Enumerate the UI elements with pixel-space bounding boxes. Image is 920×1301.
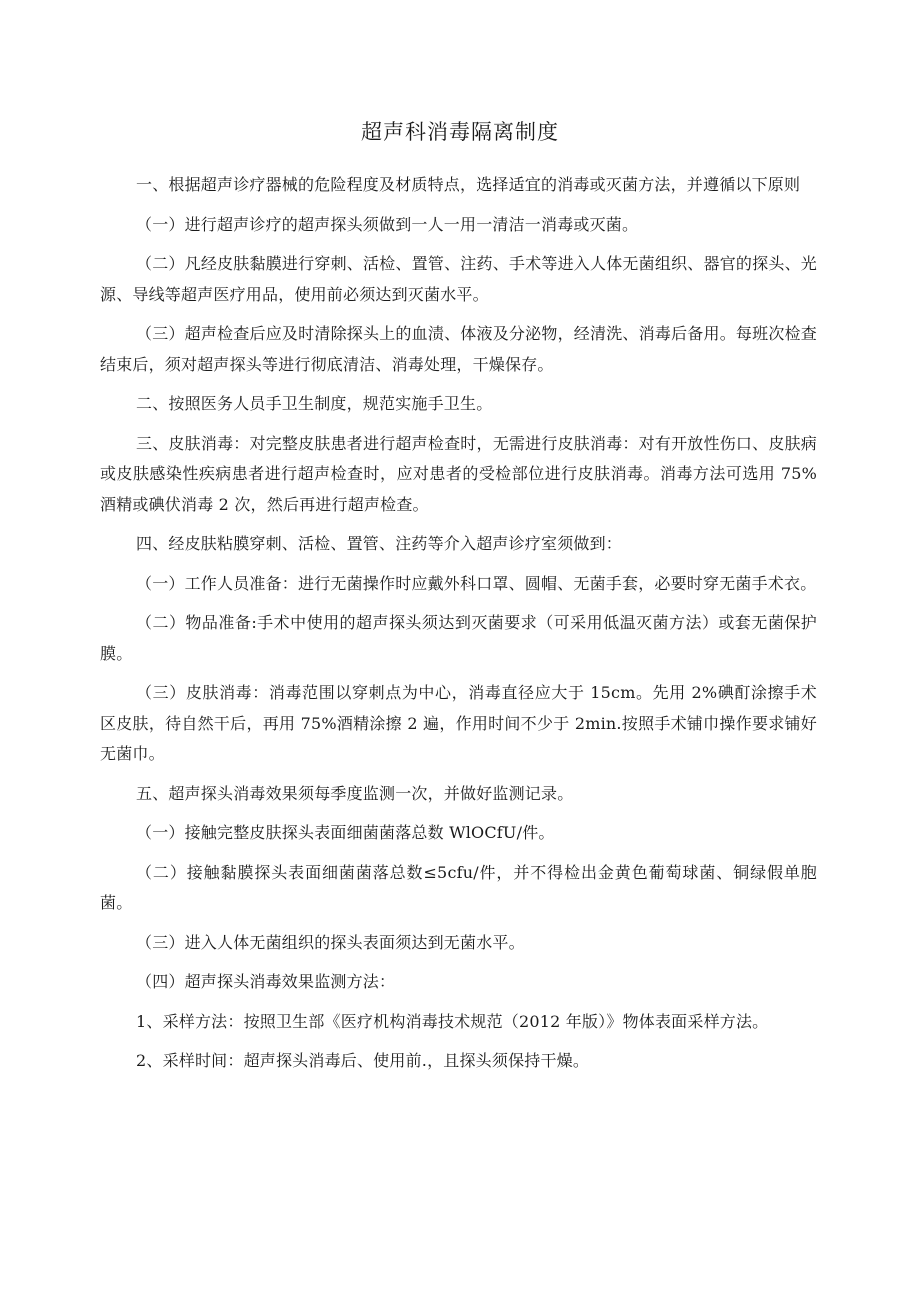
paragraph: 三、皮肤消毒：对完整皮肤患者进行超声检查时，无需进行皮肤消毒：对有开放性伤口、皮肤病或皮肤感染性疾病患者进行超声检查时，应对患者的受检部位进行皮肤消毒。消毒方法可选用 75%酒精或碘伏消毒 2 次，然后再进行超声检查。 xyxy=(100,433,817,514)
paragraph: 四、经皮肤粘膜穿刺、活检、置管、注药等介入超声诊疗室须做到： xyxy=(136,534,623,553)
paragraph: 五、超声探头消毒效果须每季度监测一次，并做好监测记录。 xyxy=(136,783,574,803)
paragraph: （一）接触完整皮肤探头表面细菌菌落总数 WlOCfU/件。 xyxy=(136,823,555,842)
paragraph: 1、采样方法：按照卫生部《医疗机构消毒技术规范（2012 年版）》物体表面采样方法。 xyxy=(136,1011,769,1031)
paragraph: （三）皮肤消毒：消毒范围以穿刺点为中心，消毒直径应大于 15cm。先用 2%碘酊涂擦手术区皮肤，待自然干后，再用 75%酒精涂擦 2 遍，作用时间不少于 2min.按照手术铺巾操作要求铺好无菌巾。 xyxy=(100,683,817,763)
paragraph: （二）物品准备:手术中使用的超声探头须达到灭菌要求（可采用低温灭菌方法）或套无菌保护膜。 xyxy=(100,613,817,663)
paragraph: 二、按照医务人员手卫生制度，规范实施手卫生。 xyxy=(136,394,493,413)
paragraph: （四）超声探头消毒效果监测方法： xyxy=(136,972,396,991)
paragraph: 一、根据超声诊疗器械的危险程度及材质特点，选择适宜的消毒或灭菌方法，并遵循以下原则 xyxy=(136,175,801,194)
paragraph: （二）凡经皮肤黏膜进行穿刺、活检、置管、注药、手术等进入人体无菌组织、器官的探头、光源、导线等超声医疗用品，使用前必须达到灭菌水平。 xyxy=(100,254,817,304)
paragraph: （二）接触黏膜探头表面细菌菌落总数≤5cfu/件，并不得检出金黄色葡萄球菌、铜绿假单胞菌。 xyxy=(100,862,817,912)
paragraph: （一）工作人员准备：进行无菌操作时应戴外科口罩、圆帽、无菌手套，必要时穿无菌手术衣。 xyxy=(136,573,817,593)
document-title: 超声科消毒隔离制度 xyxy=(361,120,559,144)
paragraph: 2、采样时间：超声探头消毒后、使用前.，且探头须保持干燥。 xyxy=(136,1051,590,1070)
document-body xyxy=(100,170,817,1086)
paragraph: （三）超声检查后应及时清除探头上的血渍、体液及分泌物，经清洗、消毒后备用。每班次检查结束后，须对超声探头等进行彻底清洁、消毒处理，干燥保存。 xyxy=(100,324,817,374)
paragraph: （一）进行超声诊疗的超声探头须做到一人一用一清洁一消毒或灭菌。 xyxy=(136,214,639,234)
paragraph: （三）进入人体无菌组织的探头表面须达到无菌水平。 xyxy=(136,932,525,952)
